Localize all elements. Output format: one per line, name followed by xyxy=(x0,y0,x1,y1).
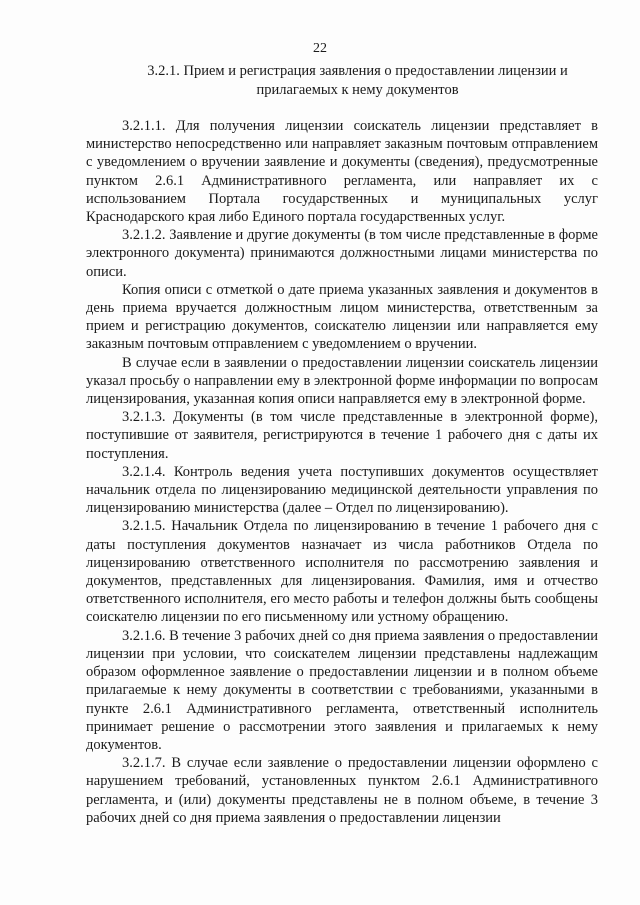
paragraph-3-2-1-2: 3.2.1.2. Заявление и другие документы (в том числе представленные в форме электронного документа) принимаются должностными лицами министерства по описи. xyxy=(86,227,598,280)
paragraph-3-2-1-1: 3.2.1.1. Для получения лицензии соискатель лицензии представляет в министерство непосредственно или направляет заказным почтовым отправлением с уведомлением о вручении заявление и документы (сведения), предусмотренные пунктом 2.6.1 Административного регламента, или направляет их с использованием Портала государственных и муниципальных услуг Краснодарского края либо Единого портала государственных услуг. xyxy=(86,118,598,226)
paragraph-3-2-1-7: 3.2.1.7. В случае если заявление о предоставлении лицензии оформлено с нарушением требований, установленных пунктом 2.6.1 Административного регламента, и (или) документы представлены не в полном объеме, в течение 3 рабочих дней со дня приема заявления о предоставлении лицензии xyxy=(86,755,598,826)
paragraph-3-2-1-4: 3.2.1.4. Контроль ведения учета поступивших документов осуществляет начальник отдела по лицензированию медицинской деятельности управления по лицензированию министерства (далее – Отдел по лицензированию). xyxy=(86,463,598,517)
paragraph-3-2-1-5: 3.2.1.5. Начальник Отдела по лицензированию в течение 1 рабочего дня с даты поступления документов назначает из числа работников Отдела по лицензированию ответственного исполнителя по рассмотрению заявления и документов, представленных для лицензирования. Фамилия, имя и отчество ответственного исполнителя, его место работы и телефон должны быть сообщены соискателю лицензии по его письменному или устному обращению. xyxy=(86,518,598,626)
paragraph-electronic-copy: В случае если в заявлении о предоставлении лицензии соискатель лицензии указал просьбу о направлении ему в электронной форме информации по вопросам лицензирования, указанная копия описи направляется ему в электронной форме. xyxy=(86,354,598,408)
section-heading: 3.2.1. Прием и регистрация заявления о предоставлении лицензии и прилагаемых к нему документов xyxy=(147,63,568,98)
body-text xyxy=(86,117,598,827)
paragraph-copy-of-inventory: Копия описи с отметкой о дате приема указанных заявления и документов в день приема вручается должностным лицом министерства, ответственным за прием и регистрацию документов, соискателю лицензии или направляется ему заказным почтовым отправлением с уведомлением о вручении. xyxy=(86,281,598,353)
page-number: 22 xyxy=(313,41,327,56)
paragraph-3-2-1-3: 3.2.1.3. Документы (в том числе представленные в электронной форме), поступившие от заявителя, регистрируются в течение 1 рабочего дня с даты их поступления. xyxy=(86,409,598,462)
paragraph-3-2-1-6: 3.2.1.6. В течение 3 рабочих дней со дня приема заявления о предоставлении лицензии при условии, что соискателем лицензии представлены надлежащим образом оформленное заявление о предоставлении лицензии и в полном объеме прилагаемые к нему документы в соответствии с требованиями, указанными в пункте 2.6.1 Административного регламента, ответственный исполнитель принимает решение о рассмотрении этого заявления и прилагаемых к нему документов. xyxy=(86,627,599,753)
